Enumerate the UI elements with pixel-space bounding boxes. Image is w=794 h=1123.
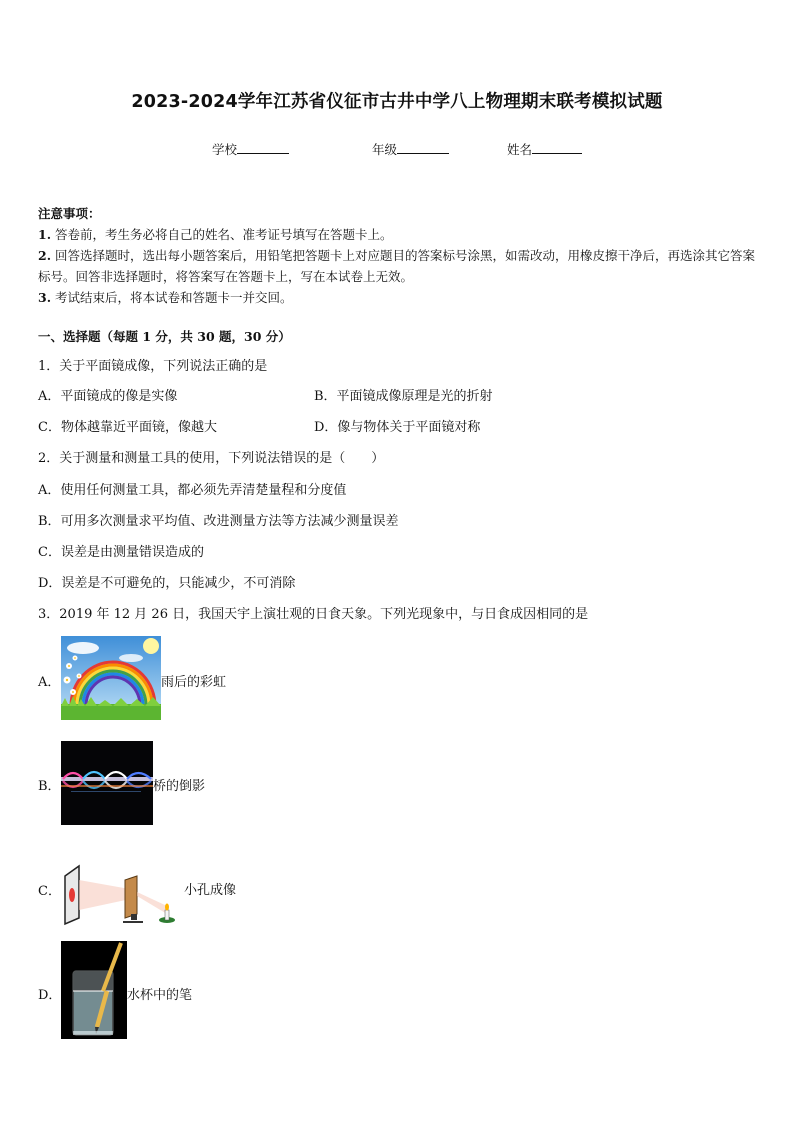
q2-stem: 2．关于测量和测量工具的使用，下列说法错误的是（ ） [38,451,385,466]
q2-option-c[interactable]: C．误差是由测量错误造成的 [38,545,204,560]
note-number: 2. [38,248,52,263]
name-blank [532,141,582,154]
rainbow-image [61,636,161,720]
school-field[interactable] [212,140,289,158]
grade-label: 年级 [372,142,398,157]
q1-option-d[interactable]: D．像与物体关于平面镜对称 [314,420,481,435]
pencil-in-water-image [61,941,127,1039]
note-number: 1. [38,227,52,242]
exam-notes [38,203,762,308]
exam-title: 2023-2024学年江苏省仪征市古井中学八上物理期末联考模拟试题 [131,92,663,112]
grade-field[interactable] [372,140,449,158]
bridge-reflection-image [61,741,153,825]
q3-stem: 3．2019 年 12 月 26 日，我国天宇上演壮观的日食天象。下列光现象中，与日食成因相同的是 [38,607,589,622]
note-text: 考试结束后，将本试卷和答题卡一并交回。 [55,290,293,305]
q3-option-a-letter: A． [38,675,61,690]
school-label: 学校 [212,142,238,157]
q2-option-b[interactable]: B．可用多次测量求平均值、改进测量方法等方法减少测量误差 [38,514,399,529]
q3-option-c-letter: C． [38,884,61,899]
q3-option-b-letter: B． [38,779,61,794]
school-blank [237,141,289,154]
note-text: 回答选择题时，选出每小题答案后，用铅笔把答题卡上对应题目的答案标号涂黑，如需改动，用橡皮擦干净后，再选涂其它答案标号。回答非选择题时，将答案写在答题卡上，写在本试卷上无效。 [38,248,756,284]
note-item-3 [38,287,762,308]
section-heading: 一、选择题（每题 1 分，共 30 题，30 分） [38,329,291,344]
note-item-1 [38,224,762,245]
q3-option-c-caption: 小孔成像 [184,883,237,898]
name-field[interactable] [507,140,582,158]
q2-option-a[interactable]: A．使用任何测量工具，都必须先弄清楚量程和分度值 [38,483,347,498]
pinhole-image [63,862,183,926]
q1-option-b[interactable]: B．平面镜成像原理是光的折射 [314,389,493,404]
note-number: 3. [38,290,52,305]
name-label: 姓名 [507,142,533,157]
q3-option-b-caption: 桥的倒影 [153,779,206,794]
note-text: 答卷前，考生务必将自己的姓名、准考证号填写在答题卡上。 [55,227,393,242]
q3-option-d-letter: D． [38,988,62,1003]
notes-heading: 注意事项： [38,206,101,221]
q1-option-c[interactable]: C．物体越靠近平面镜，像越大 [38,420,217,435]
grade-blank [397,141,449,154]
q1-option-a[interactable]: A．平面镜成的像是实像 [38,389,178,404]
q3-option-a-caption: 雨后的彩虹 [161,675,227,690]
note-item-2 [38,245,762,287]
q2-option-d[interactable]: D．误差是不可避免的，只能减少，不可消除 [38,576,296,591]
q1-stem: 1．关于平面镜成像，下列说法正确的是 [38,359,268,374]
q3-option-d-caption: 水杯中的笔 [127,988,193,1003]
